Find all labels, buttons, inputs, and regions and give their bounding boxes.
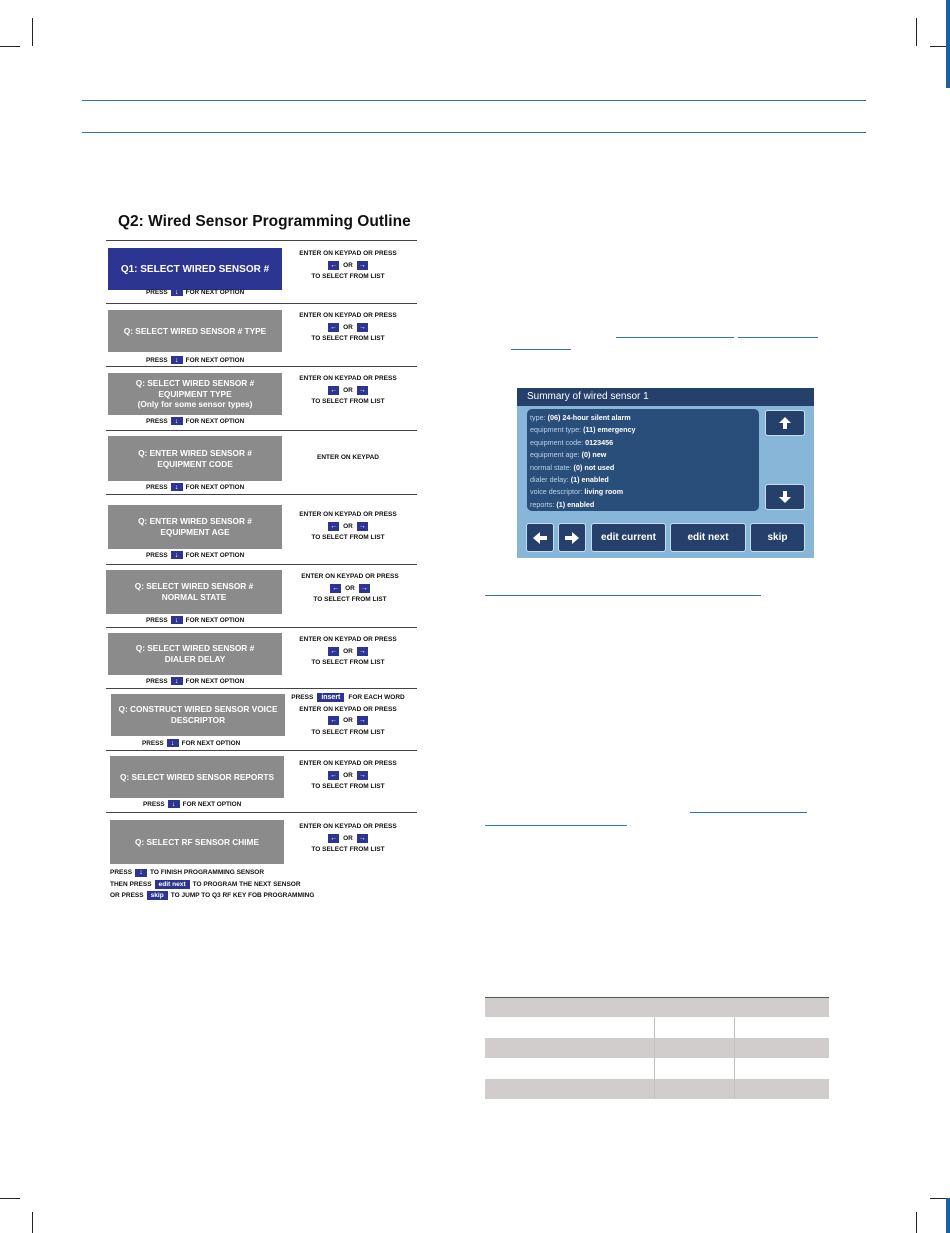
scroll-down-button[interactable]	[765, 484, 805, 510]
next-option-hint	[146, 551, 244, 559]
question-text	[121, 263, 269, 276]
question-line: Q1: SELECT WIRED SENSOR #	[120, 263, 270, 275]
summary-value: (0) new	[581, 450, 607, 460]
instruction-text: OR	[343, 323, 353, 331]
instruction-line: TO SELECT FROM LIST	[311, 783, 385, 790]
question-text	[135, 581, 253, 603]
summary-value: living room	[584, 487, 624, 497]
hint-text: FOR NEXT OPTION	[185, 616, 245, 624]
question-line: NORMAL STATE	[161, 592, 227, 602]
hint-text: PRESS	[146, 288, 168, 296]
instruction-line: TO SELECT FROM LIST	[311, 659, 385, 666]
edge-tab	[946, 0, 950, 88]
next-option-hint	[146, 677, 244, 685]
question-line: (Only for some sensor types)	[137, 399, 253, 410]
hint-text: PRESS	[146, 417, 168, 425]
instruction-line	[283, 322, 413, 334]
entry-instructions	[283, 692, 413, 738]
crop-mark	[0, 1198, 20, 1199]
section-divider	[106, 750, 417, 751]
down-arrow-icon: ↓	[171, 288, 183, 296]
scroll-up-button[interactable]	[765, 410, 805, 436]
summary-label: equipment code:	[530, 437, 584, 447]
summary-label: dialer delay:	[530, 475, 569, 485]
outline-footer	[110, 867, 314, 902]
instruction-line	[283, 521, 413, 533]
hint-text: PRESS	[146, 551, 168, 559]
instruction-text: OR	[343, 386, 353, 394]
down-arrow-icon: ↓	[135, 869, 147, 877]
crop-mark	[32, 1212, 33, 1233]
question-line: EQUIPMENT CODE	[157, 458, 233, 469]
summary-line	[530, 437, 759, 449]
section-divider	[106, 303, 417, 304]
down-arrow-icon: ↓	[171, 677, 183, 685]
right-arrow-icon: →	[358, 771, 366, 779]
question-line: EQUIPMENT TYPE	[158, 388, 232, 399]
question-box	[110, 756, 284, 798]
entry-instructions	[283, 248, 413, 283]
instruction-text: FOR EACH WORD	[348, 694, 405, 701]
left-arrow-icon: ←	[330, 386, 338, 394]
next-option-hint	[146, 356, 244, 364]
instruction-line	[283, 646, 413, 658]
right-arrow-icon	[564, 531, 580, 545]
hint-text: FOR NEXT OPTION	[185, 288, 245, 296]
section-divider	[106, 494, 417, 495]
instruction-line	[283, 770, 413, 782]
question-box	[110, 820, 284, 864]
question-box	[108, 373, 282, 415]
hint-text: PRESS	[142, 739, 164, 747]
question-text	[136, 643, 254, 665]
crop-mark	[916, 18, 917, 46]
entry-instructions	[283, 373, 413, 408]
data-table	[485, 997, 829, 1099]
left-arrow-icon: ←	[330, 834, 338, 842]
question-text	[138, 448, 252, 470]
footer-text: PRESS	[110, 869, 133, 876]
summary-label: equipment type:	[530, 425, 582, 435]
summary-line	[530, 462, 759, 474]
section-divider	[106, 812, 417, 813]
question-line: Q: SELECT WIRED SENSOR # TYPE	[123, 325, 267, 336]
question-line: Q: ENTER WIRED SENSOR #	[138, 516, 252, 527]
instruction-line: TO SELECT FROM LIST	[311, 534, 385, 541]
link-underline	[485, 595, 761, 596]
instruction-line	[283, 715, 413, 727]
instruction-line: ENTER ON KEYPAD OR PRESS	[299, 823, 397, 830]
left-arrow-icon	[532, 531, 548, 545]
section-divider	[106, 564, 417, 565]
entry-instructions	[283, 452, 413, 464]
right-arrow-icon: →	[358, 522, 366, 530]
entry-instructions	[283, 509, 413, 544]
question-line: Q: SELECT WIRED SENSOR REPORTS	[120, 771, 274, 782]
hint-text: PRESS	[143, 800, 165, 808]
left-arrow-icon: ←	[330, 261, 338, 269]
question-box	[106, 570, 282, 614]
question-line: Q: SELECT WIRED SENSOR #	[134, 581, 254, 592]
hint-text: FOR NEXT OPTION	[182, 800, 242, 808]
summary-label: equipment age:	[530, 450, 580, 460]
hint-text: FOR NEXT OPTION	[185, 417, 245, 425]
summary-line	[530, 499, 759, 511]
right-arrow-icon: →	[358, 647, 366, 655]
instruction-line: ENTER ON KEYPAD OR PRESS	[301, 573, 399, 580]
left-arrow-icon: ←	[330, 647, 338, 655]
instruction-text: OR	[343, 834, 353, 842]
hint-text: PRESS	[146, 483, 168, 491]
crop-mark	[916, 1212, 917, 1233]
instruction-line	[283, 833, 413, 845]
table-row	[485, 1058, 829, 1079]
question-text	[120, 772, 274, 783]
hint-text: PRESS	[146, 356, 168, 364]
question-box	[108, 248, 282, 290]
edit-current-button[interactable]: edit current	[591, 523, 666, 552]
instruction-text: PRESS	[291, 694, 314, 701]
question-line: DIALER DELAY	[164, 654, 226, 664]
hint-text: FOR NEXT OPTION	[185, 677, 245, 685]
question-text	[136, 378, 254, 410]
summary-value: (0) not used	[573, 462, 615, 472]
summary-label: normal state:	[530, 462, 572, 472]
instruction-line	[285, 583, 415, 595]
left-arrow-icon: ←	[330, 771, 338, 779]
crop-mark	[0, 46, 20, 47]
hint-text: FOR NEXT OPTION	[185, 551, 245, 559]
instruction-line: TO SELECT FROM LIST	[311, 335, 385, 342]
down-arrow-icon: ↓	[171, 616, 183, 624]
left-arrow-icon: ←	[330, 717, 338, 724]
link-underline	[616, 337, 734, 338]
left-arrow-icon: ←	[332, 584, 340, 592]
link-underline	[485, 825, 627, 826]
down-arrow-icon: ↓	[168, 800, 180, 808]
left-arrow-icon: ←	[330, 522, 338, 530]
question-text	[135, 837, 259, 848]
instruction-text: OR	[343, 522, 353, 530]
instruction-line	[283, 260, 413, 272]
instruction-line: ENTER ON KEYPAD OR PRESS	[299, 250, 397, 257]
right-arrow-icon: →	[358, 834, 366, 842]
instruction-line	[283, 692, 413, 704]
instruction-line: ENTER ON KEYPAD	[317, 454, 379, 461]
footer-text: OR PRESS	[110, 892, 144, 899]
question-line: Q: SELECT WIRED SENSOR #	[135, 377, 255, 388]
footer-text: TO PROGRAM THE NEXT SENSOR	[192, 880, 301, 888]
summary-label: voice descriptor:	[530, 487, 583, 497]
next-option-hint	[142, 739, 240, 747]
next-option-hint	[146, 288, 244, 296]
next-option-hint	[146, 616, 244, 624]
summary-value: (11) emergency	[583, 425, 636, 435]
instruction-line: TO SELECT FROM LIST	[311, 728, 385, 736]
down-arrow-icon: ↓	[167, 739, 179, 747]
hint-text: PRESS	[146, 616, 168, 624]
summary-value: 0123456	[585, 437, 614, 447]
down-arrow-icon: ↓	[171, 356, 183, 364]
instruction-text: OR	[345, 584, 355, 592]
section-divider	[106, 688, 417, 689]
hint-text: FOR NEXT OPTION	[181, 739, 241, 747]
summary-line	[530, 424, 759, 436]
down-arrow-icon	[778, 490, 792, 504]
table-row	[485, 1079, 829, 1100]
instruction-text: OR	[343, 717, 353, 724]
back-button[interactable]	[526, 523, 554, 552]
edge-tab	[946, 1198, 950, 1233]
question-box	[108, 310, 282, 352]
entry-instructions	[283, 821, 413, 856]
question-line: DESCRIPTOR	[170, 715, 226, 725]
next-option-hint	[146, 417, 244, 425]
right-arrow-icon: →	[358, 386, 366, 394]
question-box	[108, 505, 282, 549]
down-arrow-icon: ↓	[171, 483, 183, 491]
hint-text: FOR NEXT OPTION	[185, 356, 245, 364]
instruction-line: TO SELECT FROM LIST	[311, 846, 385, 853]
summary-label: reports:	[530, 499, 555, 509]
instruction-text: OR	[343, 771, 353, 779]
next-option-hint	[143, 800, 241, 808]
instruction-line: ENTER ON KEYPAD OR PRESS	[299, 375, 397, 382]
instruction-line: ENTER ON KEYPAD OR PRESS	[299, 636, 397, 643]
hint-text: PRESS	[146, 677, 168, 685]
summary-line	[530, 412, 759, 424]
skip-button[interactable]: skip	[750, 523, 805, 552]
next-option-hint	[146, 483, 244, 491]
summary-value: (06) 24-hour silent alarm	[547, 413, 631, 422]
instruction-line	[283, 385, 413, 397]
instruction-line: ENTER ON KEYPAD OR PRESS	[299, 511, 397, 518]
instruction-line: TO SELECT FROM LIST	[313, 596, 387, 603]
question-line: EQUIPMENT AGE	[160, 527, 230, 537]
left-arrow-icon: ←	[330, 323, 338, 331]
down-arrow-icon: ↓	[171, 551, 183, 559]
section-divider	[106, 430, 417, 431]
edit-next-key: edit next	[155, 880, 190, 889]
footer-text: TO JUMP TO Q3 RF KEY FOB PROGRAMMING	[170, 892, 315, 899]
forward-button[interactable]	[558, 523, 586, 552]
question-line: Q: CONSTRUCT WIRED SENSOR VOICE	[118, 704, 278, 715]
down-arrow-icon: ↓	[171, 417, 183, 425]
screen-title: Summary of wired sensor 1	[517, 388, 814, 406]
crop-mark	[32, 18, 33, 46]
edit-next-button[interactable]: edit next	[670, 523, 746, 552]
hint-text: FOR NEXT OPTION	[185, 483, 245, 491]
question-box	[108, 633, 282, 675]
insert-key: insert	[317, 693, 344, 702]
question-box	[108, 436, 282, 481]
summary-screen	[517, 388, 814, 558]
header-rule	[82, 100, 866, 101]
right-arrow-icon: →	[360, 584, 368, 592]
entry-instructions	[283, 310, 413, 345]
link-underline	[511, 349, 571, 350]
entry-instructions	[283, 758, 413, 793]
link-underline	[738, 337, 818, 338]
section-divider	[106, 366, 417, 367]
link-underline	[690, 812, 807, 813]
summary-value: (1) enabled	[556, 499, 595, 509]
summary-line	[530, 486, 759, 498]
summary-line	[530, 449, 759, 461]
instruction-text: OR	[343, 261, 353, 269]
header-rule	[82, 132, 866, 133]
question-line: Q: SELECT RF SENSOR CHIME	[135, 836, 259, 847]
instruction-line: ENTER ON KEYPAD OR PRESS	[299, 312, 397, 319]
summary-label: type:	[530, 413, 546, 422]
summary-line	[530, 474, 759, 486]
table-row	[485, 1017, 829, 1038]
table-row	[485, 1038, 829, 1059]
right-arrow-icon: →	[358, 323, 366, 331]
up-arrow-icon	[778, 416, 792, 430]
question-line: Q: SELECT WIRED SENSOR #	[135, 643, 255, 654]
question-text	[138, 516, 252, 538]
screen-button-bar	[517, 517, 814, 558]
footer-text: THEN PRESS	[110, 880, 152, 888]
summary-panel	[527, 409, 759, 511]
question-line: Q: ENTER WIRED SENSOR #	[138, 447, 252, 458]
outline-title: Q2: Wired Sensor Programming Outline	[118, 213, 411, 230]
right-arrow-icon: →	[358, 717, 366, 724]
skip-key: skip	[147, 891, 168, 900]
instruction-line: TO SELECT FROM LIST	[311, 398, 385, 405]
entry-instructions	[285, 571, 415, 606]
table-header-row	[485, 997, 829, 1017]
question-text	[124, 326, 266, 337]
instruction-line: ENTER ON KEYPAD OR PRESS	[299, 760, 397, 767]
section-divider	[106, 627, 417, 628]
footer-text: TO FINISH PROGRAMMING SENSOR	[150, 869, 265, 876]
instruction-line: TO SELECT FROM LIST	[311, 273, 385, 280]
instruction-text: OR	[343, 647, 353, 655]
section-divider	[106, 240, 417, 241]
summary-value: (1) enabled	[570, 475, 609, 485]
entry-instructions	[283, 634, 413, 669]
right-arrow-icon: →	[358, 261, 366, 269]
question-box	[111, 694, 285, 736]
question-text	[118, 704, 277, 726]
instruction-line: ENTER ON KEYPAD OR PRESS	[299, 705, 397, 713]
